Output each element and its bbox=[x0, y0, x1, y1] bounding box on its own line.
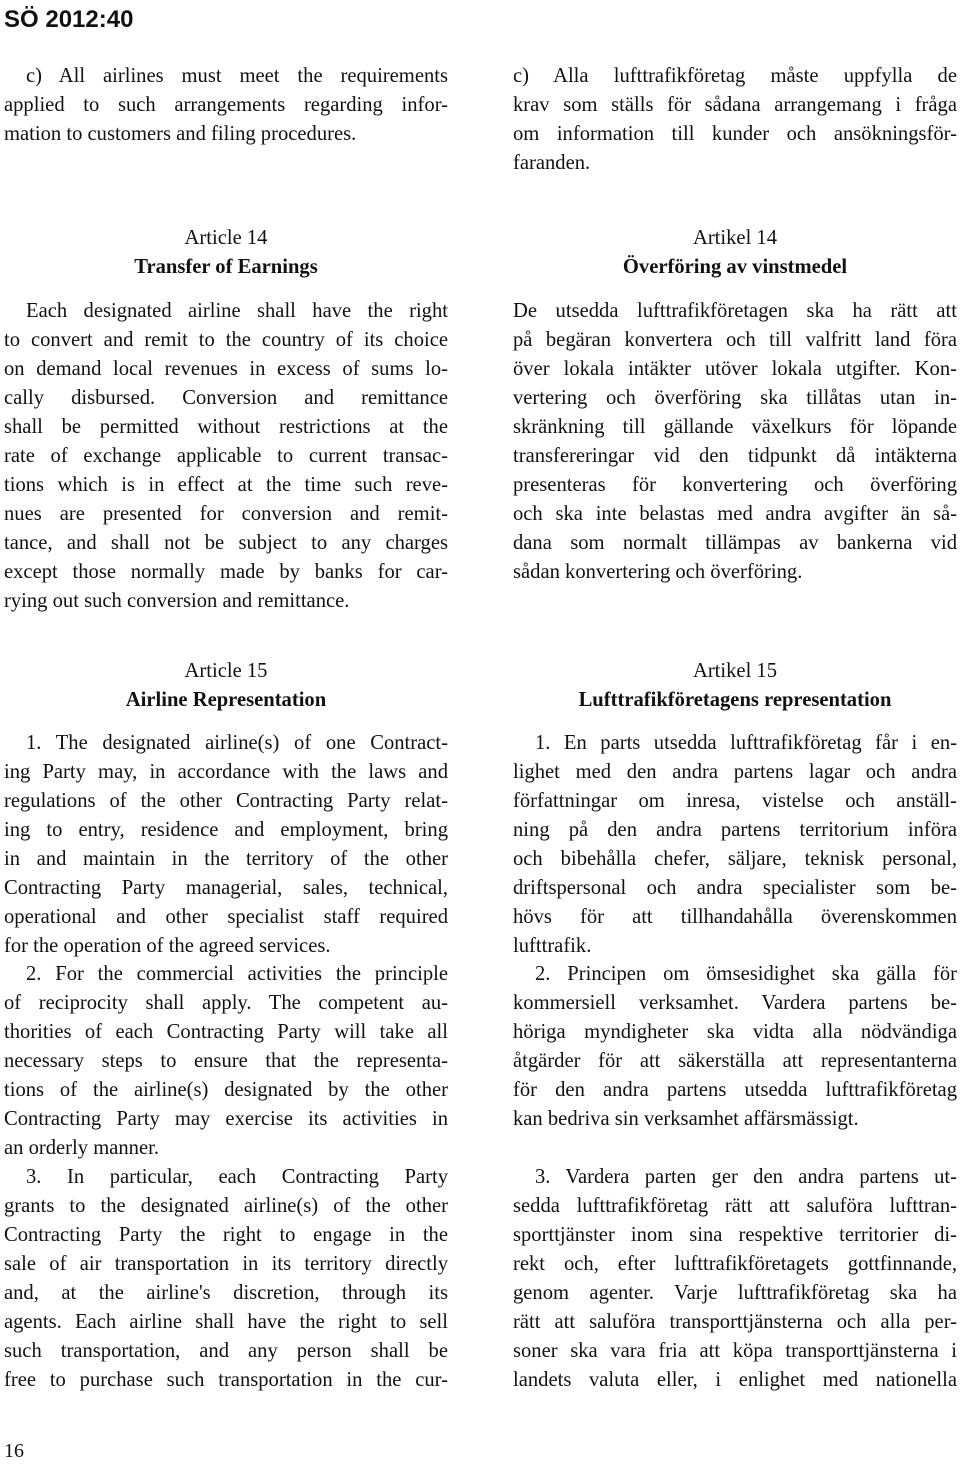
article-title: Överföring av vinstmedel bbox=[622, 256, 848, 278]
left-intro-paragraph bbox=[4, 62, 448, 149]
right-intro-paragraph bbox=[513, 62, 957, 178]
text-line: ing Party may, in accordance with the laws and bbox=[4, 761, 448, 783]
text-line: operational and other specialist staff required bbox=[4, 906, 448, 928]
text-line: c) All airlines must meet the requirements bbox=[26, 65, 448, 87]
text-line: landets valuta eller, i enlighet med nationella bbox=[513, 1369, 957, 1391]
text-line: sådan konvertering och överföring. bbox=[513, 561, 803, 583]
right-article-15-paragraph-1 bbox=[513, 729, 957, 961]
right-article-15-paragraph-3 bbox=[513, 1163, 957, 1395]
left-article-14-body bbox=[4, 297, 448, 616]
text-line: De utsedda lufttrafikföretagen ska ha rätt att bbox=[513, 300, 957, 322]
left-article-15-paragraph-1 bbox=[4, 729, 448, 961]
article-title: Airline Representation bbox=[125, 689, 327, 711]
text-line: rätt att saluföra transporttjänsterna och alla per- bbox=[513, 1311, 957, 1333]
text-line: höriga myndigheter ska vidta alla nödvändiga bbox=[513, 1021, 957, 1043]
text-line: tance, and shall not be subject to any charges bbox=[4, 532, 448, 554]
text-line: för den andra partens utsedda lufttrafikföretag bbox=[513, 1079, 957, 1101]
text-line: mation to customers and filing procedures. bbox=[4, 123, 357, 145]
text-line: krav som ställs för sådana arrangemang i fråga bbox=[513, 94, 957, 116]
text-line: in and maintain in the territory of the other bbox=[4, 848, 448, 870]
text-line: grants to the designated airline(s) of the other bbox=[4, 1195, 448, 1217]
text-line: necessary steps to ensure that the representa- bbox=[4, 1050, 448, 1072]
left-article-15-paragraph-2 bbox=[4, 960, 448, 1163]
text-line: Contracting Party may exercise its activities in bbox=[4, 1108, 448, 1130]
left-article-15-paragraph-3 bbox=[4, 1163, 448, 1395]
text-line: om information till kunder och ansökningsför- bbox=[513, 123, 957, 145]
text-line: rate of exchange applicable to current transac- bbox=[4, 445, 448, 467]
text-line: genom agenter. Varje lufttrafikföretag ska ha bbox=[513, 1282, 957, 1304]
text-line: ning på den andra partens territorium införa bbox=[513, 819, 957, 841]
text-line: dana som normalt tillämpas av bankerna vid bbox=[513, 532, 957, 554]
right-article-14-heading bbox=[513, 224, 957, 282]
text-line: such transportation, and any person shall be bbox=[4, 1340, 448, 1362]
article-number: Article 14 bbox=[184, 227, 268, 249]
text-line: över lokala intäkter utöver lokala utgifter. Kon- bbox=[513, 358, 957, 380]
text-line: på begäran konvertera och till valfritt land föra bbox=[513, 329, 957, 351]
text-line: driftspersonal och andra specialister som be- bbox=[513, 877, 957, 899]
text-line: sedda lufttrafikföretag rätt att saluföra lufttran- bbox=[513, 1195, 957, 1217]
text-line: vertering och överföring ska tillåtas utan in- bbox=[513, 387, 957, 409]
text-line: rying out such conversion and remittance. bbox=[4, 590, 350, 612]
text-line: soner ska vara fria att köpa transporttjänsterna i bbox=[513, 1340, 957, 1362]
text-line: tions of the airline(s) designated by the other bbox=[4, 1079, 448, 1101]
text-line: författningar om inresa, vistelse och anställ- bbox=[513, 790, 957, 812]
text-line: regulations of the other Contracting Party relat- bbox=[4, 790, 448, 812]
text-line: och ska inte belastas med andra avgifter än så- bbox=[513, 503, 957, 525]
text-line: lufttrafik. bbox=[513, 935, 592, 957]
text-line: rekt och, efter lufttrafikföretagets gottfinnande, bbox=[513, 1253, 957, 1275]
text-line: agents. Each airline shall have the right to sell bbox=[4, 1311, 448, 1333]
text-line: nues are presented for conversion and remit- bbox=[4, 503, 448, 525]
text-line: except those normally made by banks for car- bbox=[4, 561, 448, 583]
text-line: kan bedriva sin verksamhet affärsmässigt. bbox=[513, 1108, 859, 1130]
text-line: Each designated airline shall have the right bbox=[26, 300, 448, 322]
text-line: shall be permitted without restrictions at the bbox=[4, 416, 448, 438]
text-line: sporttjänster inom sina respektive territorier di- bbox=[513, 1224, 957, 1246]
text-line: presenteras för konvertering och överföring bbox=[513, 474, 957, 496]
text-line: 2. For the commercial activities the principle bbox=[26, 963, 448, 985]
text-line: lighet med den andra partens lagar och andra bbox=[513, 761, 957, 783]
left-article-15-heading bbox=[4, 657, 448, 715]
text-line: sale of air transportation in its territory directly bbox=[4, 1253, 448, 1275]
text-line: cally disbursed. Conversion and remittance bbox=[4, 387, 448, 409]
article-number: Article 15 bbox=[184, 660, 268, 682]
page-number: 16 bbox=[4, 1440, 24, 1462]
text-line: on demand local revenues in excess of sums lo- bbox=[4, 358, 448, 380]
text-line: Contracting Party the right to engage in the bbox=[4, 1224, 448, 1246]
text-line: tions which is in effect at the time such reve- bbox=[4, 474, 448, 496]
document-reference: SÖ 2012:40 bbox=[4, 6, 134, 33]
article-title: Transfer of Earnings bbox=[134, 256, 318, 278]
text-line: to convert and remit to the country of its choice bbox=[4, 329, 448, 351]
text-line: free to purchase such transportation in the cur- bbox=[4, 1369, 448, 1391]
article-number: Artikel 15 bbox=[692, 660, 778, 682]
text-line: 2. Principen om ömsesidighet ska gälla för bbox=[535, 963, 957, 985]
text-line: ing to entry, residence and employment, bring bbox=[4, 819, 448, 841]
text-line: of reciprocity shall apply. The competent au- bbox=[4, 992, 448, 1014]
text-line: for the operation of the agreed services. bbox=[4, 935, 331, 957]
text-line: 3. In particular, each Contracting Party bbox=[26, 1166, 448, 1188]
text-line: thorities of each Contracting Party will take all bbox=[4, 1021, 448, 1043]
text-line: skränkning till gällande växelkurs för löpande bbox=[513, 416, 957, 438]
text-line: hövs för att tillhandahålla överenskommen bbox=[513, 906, 957, 928]
text-line: 3. Vardera parten ger den andra partens ut- bbox=[535, 1166, 957, 1188]
right-article-15-paragraph-2 bbox=[513, 960, 957, 1134]
left-article-14-heading bbox=[4, 224, 448, 282]
text-line: applied to such arrangements regarding infor- bbox=[4, 94, 448, 116]
text-line: och bibehålla chefer, säljare, teknisk personal, bbox=[513, 848, 957, 870]
article-title: Lufttrafikföretagens representation bbox=[578, 689, 892, 711]
text-line: 1. The designated airline(s) of one Contract- bbox=[26, 732, 448, 754]
text-line: kommersiell verksamhet. Vardera partens be- bbox=[513, 992, 957, 1014]
text-line: 1. En parts utsedda lufttrafikföretag får i en- bbox=[535, 732, 957, 754]
text-line: an orderly manner. bbox=[4, 1137, 159, 1159]
article-number: Artikel 14 bbox=[692, 227, 778, 249]
text-line: transfereringar vid den tidpunkt då intäkterna bbox=[513, 445, 957, 467]
right-article-14-body bbox=[513, 297, 957, 587]
right-article-15-heading bbox=[513, 657, 957, 715]
text-line: faranden. bbox=[513, 152, 591, 174]
text-line: åtgärder för att säkerställa att representanterna bbox=[513, 1050, 957, 1072]
text-line: Contracting Party managerial, sales, technical, bbox=[4, 877, 448, 899]
text-line: c) Alla lufttrafikföretag måste uppfylla de bbox=[513, 65, 957, 87]
text-line: and, at the airline's discretion, through its bbox=[4, 1282, 448, 1304]
